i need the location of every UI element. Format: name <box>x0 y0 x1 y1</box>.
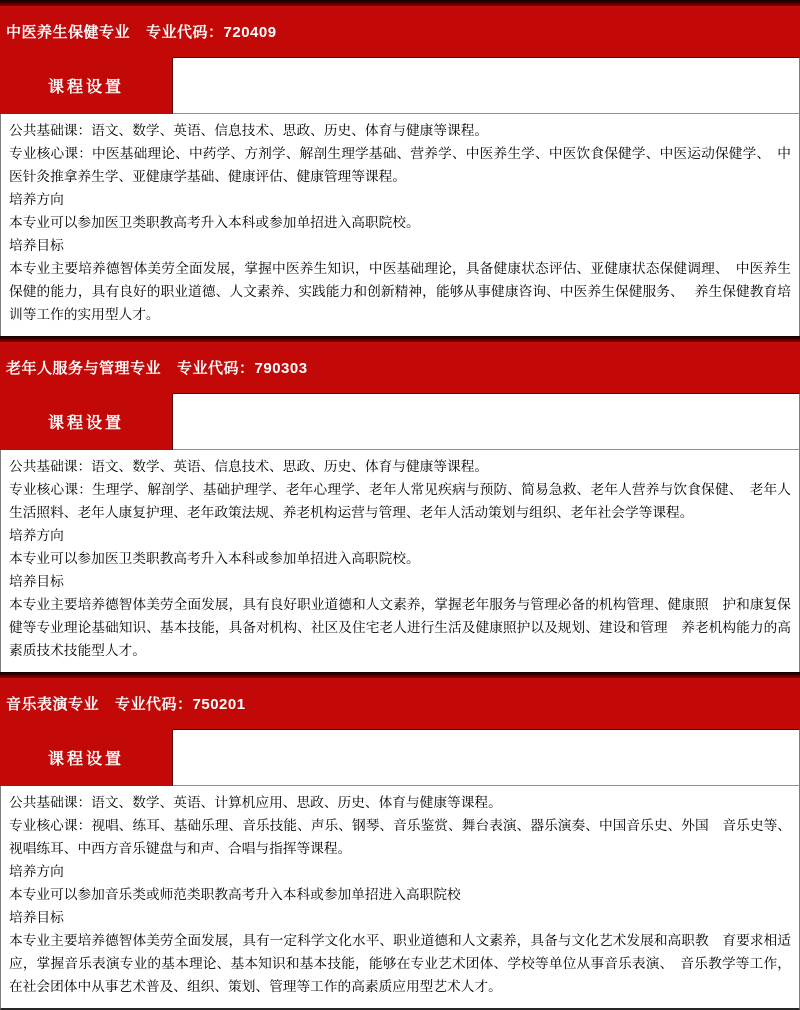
major-title-bar <box>0 342 800 393</box>
major-code: 专业代码：750201 <box>115 696 246 713</box>
major-section-tcm-health <box>0 0 800 336</box>
major-name: 老年人服务与管理专业 <box>6 360 162 377</box>
major-section-elderly-services <box>0 336 800 672</box>
course-setup-tab[interactable]: 课程设置 <box>0 393 173 450</box>
major-title-bar <box>0 6 800 57</box>
tab-row-spacer <box>173 394 799 449</box>
training-goal-text: 本专业主要培养德智体美劳全面发展，具有良好职业道德和人文素养，掌握老年服务与管理必备的机构管理、健康照 护和康复保健等专业理论基础知识、基本技能，具备对机构、社区及住宅老人进行生活及健康照护以及规划、建设和管理 养老机构能力的高素质技术技能型人才。 <box>9 597 791 658</box>
tab-row <box>0 57 800 114</box>
tab-row <box>0 729 800 786</box>
major-name: 中医养生保健专业 <box>6 24 131 41</box>
training-direction-text: 本专业可以参加音乐类或师范类职教高考升入本科或参加单招进入高职院校 <box>9 887 461 902</box>
basic-courses-text: 公共基础课：语文、数学、英语、信息技术、思政、历史、体育与健康等课程。 <box>9 123 489 138</box>
course-setup-tab[interactable]: 课程设置 <box>0 57 173 114</box>
major-name: 音乐表演专业 <box>6 696 100 713</box>
tab-row <box>0 393 800 450</box>
major-code: 专业代码：720409 <box>146 24 277 41</box>
tab-row-spacer <box>173 58 799 113</box>
training-goal-text: 本专业主要培养德智体美劳全面发展，具有一定科学文化水平、职业道德和人文素养，具备与文化艺术发展和高职教 育要求相适应，掌握音乐表演专业的基本理论、基本知识和基本技能，能够在专业艺术团体、学校等单位从事音乐表演、 音乐教学等工作，在社会团体中从事艺术普及、组织、策划、管理等工作的高素质应用型艺术人才。 <box>9 933 791 994</box>
training-direction-text: 本专业可以参加医卫类职教高考升入本科或参加单招进入高职院校。 <box>9 551 420 566</box>
section-body <box>0 114 800 336</box>
tab-row-spacer <box>173 730 799 785</box>
major-section-music-performance <box>0 672 800 1010</box>
core-courses-text: 专业核心课：中医基础理论、中药学、方剂学、解剖生理学基础、营养学、中医养生学、中医饮食保健学、中医运动保健学、 中医针灸推拿养生学、亚健康学基础、健康评估、健康管理等课程。 <box>9 146 791 184</box>
training-goal-heading: 培养目标 <box>9 238 64 253</box>
training-goal-text: 本专业主要培养德智体美劳全面发展，掌握中医养生知识，中医基础理论，具备健康状态评估、亚健康状态保健调理、 中医养生保健的能力，具有良好的职业道德、人文素养、实践能力和创新精神，能够从事健康咨询、中医养生保健服务、 养生保健教育培训等工作的实用型人才。 <box>9 261 791 322</box>
section-body <box>0 786 800 1010</box>
major-title-bar <box>0 678 800 729</box>
basic-courses-text: 公共基础课：语文、数学、英语、计算机应用、思政、历史、体育与健康等课程。 <box>9 795 502 810</box>
core-courses-text: 专业核心课：生理学、解剖学、基础护理学、老年心理学、老年人常见疾病与预防、简易急救、老年人营养与饮食保健、 老年人生活照料、老年人康复护理、老年政策法规、养老机构运营与管理、老年人活动策划与组织、老年社会学等课程。 <box>9 482 791 520</box>
training-goal-heading: 培养目标 <box>9 574 64 589</box>
course-setup-tab[interactable]: 课程设置 <box>0 729 173 786</box>
major-code: 专业代码：790303 <box>177 360 308 377</box>
training-direction-text: 本专业可以参加医卫类职教高考升入本科或参加单招进入高职院校。 <box>9 215 420 230</box>
training-direction-heading: 培养方向 <box>9 528 64 543</box>
section-body <box>0 450 800 672</box>
core-courses-text: 专业核心课：视唱、练耳、基础乐理、音乐技能、声乐、钢琴、音乐鉴赏、舞台表演、器乐演奏、中国音乐史、外国 音乐史等、视唱练耳、中西方音乐键盘与和声、合唱与指挥等课程。 <box>9 818 791 856</box>
training-direction-heading: 培养方向 <box>9 192 64 207</box>
basic-courses-text: 公共基础课：语文、数学、英语、信息技术、思政、历史、体育与健康等课程。 <box>9 459 489 474</box>
training-goal-heading: 培养目标 <box>9 910 64 925</box>
training-direction-heading: 培养方向 <box>9 864 64 879</box>
